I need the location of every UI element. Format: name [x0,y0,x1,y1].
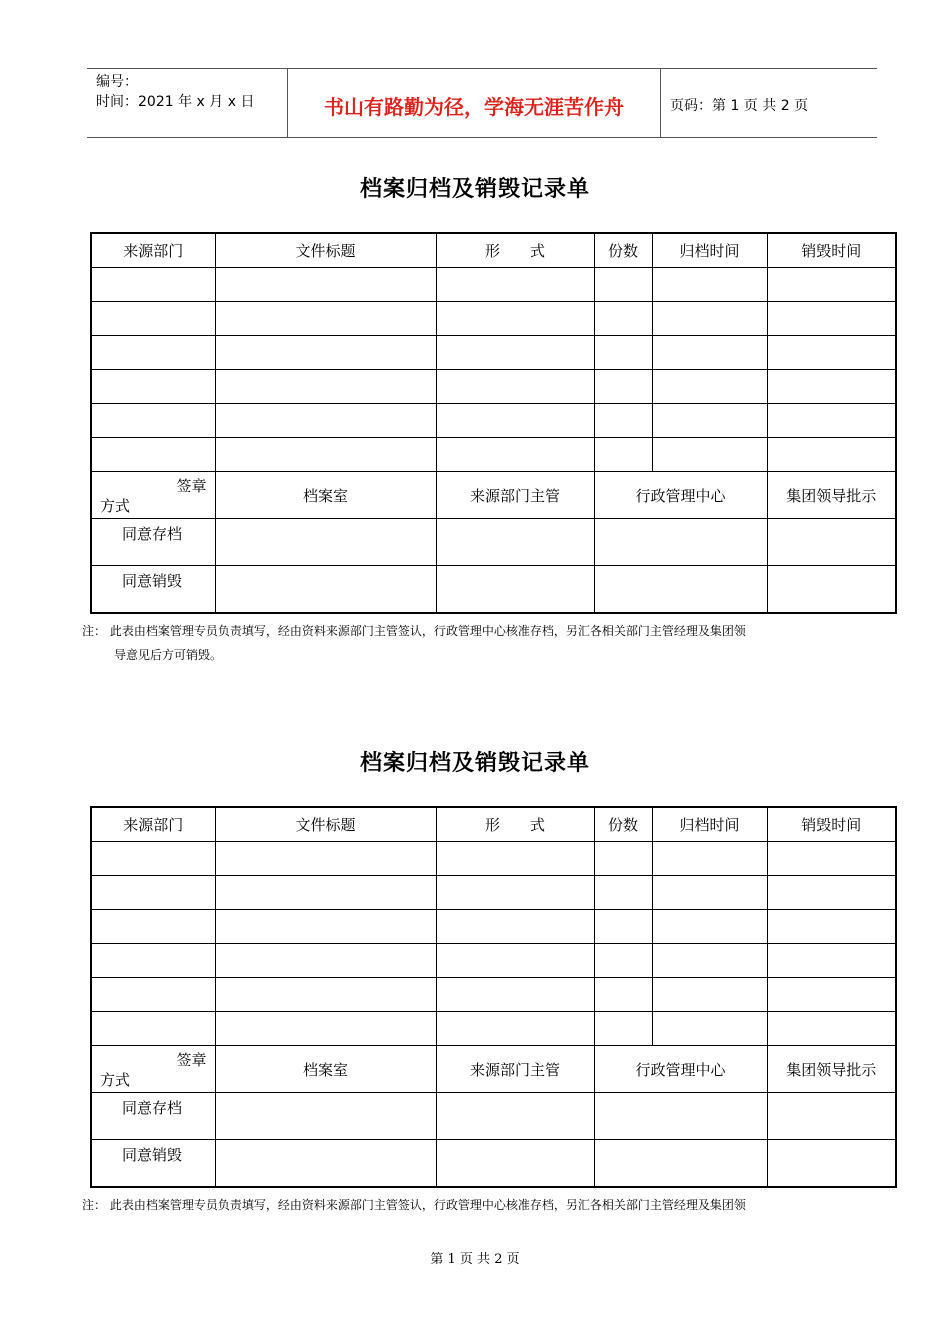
table-cell[interactable] [594,302,652,336]
table-cell[interactable] [91,336,215,370]
signature-cell[interactable] [436,1093,594,1140]
table-header-row [91,233,896,268]
table-row [91,842,896,876]
col-header: 来源部门 [91,807,215,842]
signature-cell[interactable] [594,519,767,566]
time-label: 时间：2021 年 x 月 x 日 [96,94,255,110]
signature-cell[interactable] [436,519,594,566]
table-cell[interactable] [594,978,652,1012]
page-footer: 第 1 页 共 2 页 [430,1252,520,1267]
table-cell[interactable] [652,404,767,438]
header-motto: 书山有路勤为径，学海无涯苦作舟 [287,69,661,137]
table-cell[interactable] [215,404,436,438]
table-cell[interactable] [652,944,767,978]
agree-destroy-row [91,1140,896,1188]
agree-destroy-label: 同意销毁 [91,1140,215,1188]
table-cell[interactable] [652,1012,767,1046]
table-cell[interactable] [91,876,215,910]
table-cell[interactable] [436,336,594,370]
record-table [90,806,897,1188]
table-cell[interactable] [767,370,896,404]
table-row [91,268,896,302]
table-cell[interactable] [767,404,896,438]
sign-label-bottom: 方式 [100,1071,131,1089]
table-cell[interactable] [767,1012,896,1046]
col-header: 来源部门 [91,233,215,268]
table-cell[interactable] [652,302,767,336]
note-line: 注： 此表由档案管理专员负责填写，经由资料来源部门主管签认，行政管理中心核准存档，另汇各相关部门主管经理及集团领 [82,1198,746,1212]
sign-col-header: 行政管理中心 [594,472,767,519]
table-cell[interactable] [436,438,594,472]
table-row [91,876,896,910]
table-cell[interactable] [436,842,594,876]
table-cell[interactable] [594,842,652,876]
sign-col-header: 档案室 [215,472,436,519]
form-title: 档案归档及销毁记录单 [359,751,590,776]
table-row [91,978,896,1012]
header-meta [87,69,287,137]
col-header: 文件标题 [215,807,436,842]
table-cell[interactable] [767,302,896,336]
sign-col-header: 行政管理中心 [594,1046,767,1093]
table-cell[interactable] [436,1012,594,1046]
table-cell[interactable] [91,370,215,404]
signature-cell[interactable] [436,1140,594,1188]
note-line: 注： 此表由档案管理专员负责填写，经由资料来源部门主管签认，行政管理中心核准存档，另汇各相关部门主管经理及集团领 [82,624,746,638]
table-cell[interactable] [652,370,767,404]
table-cell[interactable] [594,438,652,472]
signature-header-row [91,472,896,519]
table-cell[interactable] [436,978,594,1012]
table-cell[interactable] [436,404,594,438]
signature-cell[interactable] [215,1093,436,1140]
col-header: 销毁时间 [767,807,896,842]
table-cell[interactable] [215,336,436,370]
sign-label-top: 签章 [176,1051,207,1069]
col-header: 归档时间 [652,233,767,268]
table-cell[interactable] [436,944,594,978]
table-row [91,302,896,336]
table-header-row [91,807,896,842]
table-cell[interactable] [652,336,767,370]
table-cell[interactable] [594,1012,652,1046]
table-cell[interactable] [215,268,436,302]
table-cell[interactable] [767,438,896,472]
sign-col-header: 集团领导批示 [767,1046,896,1093]
sign-label-top: 签章 [176,477,207,495]
table-cell[interactable] [215,978,436,1012]
signature-cell[interactable] [215,566,436,614]
table-row [91,404,896,438]
table-row [91,336,896,370]
col-header: 销毁时间 [767,233,896,268]
agree-store-label: 同意存档 [91,519,215,566]
table-cell[interactable] [215,1012,436,1046]
table-cell[interactable] [767,876,896,910]
table-cell[interactable] [594,910,652,944]
signature-cell[interactable] [436,566,594,614]
col-header: 形 式 [436,807,594,842]
sign-col-header: 集团领导批示 [767,472,896,519]
sign-col-header: 来源部门主管 [436,1046,594,1093]
col-header: 份数 [594,233,652,268]
table-cell[interactable] [436,370,594,404]
table-cell[interactable] [436,302,594,336]
signature-cell[interactable] [594,1140,767,1188]
agree-store-label: 同意存档 [91,1093,215,1140]
table-cell[interactable] [594,336,652,370]
signature-cell[interactable] [767,1140,896,1188]
table-cell[interactable] [767,978,896,1012]
table-cell[interactable] [215,370,436,404]
agree-store-row [91,519,896,566]
table-cell[interactable] [215,876,436,910]
table-cell[interactable] [436,268,594,302]
table-cell[interactable] [215,842,436,876]
table-cell[interactable] [91,302,215,336]
col-header: 形 式 [436,233,594,268]
table-cell[interactable] [652,978,767,1012]
table-cell[interactable] [91,944,215,978]
signature-cell[interactable] [594,1093,767,1140]
signature-cell[interactable] [767,1093,896,1140]
signature-cell[interactable] [215,519,436,566]
sign-col-header: 来源部门主管 [436,472,594,519]
note-line: 导意见后方可销毁。 [114,648,223,662]
table-cell[interactable] [767,842,896,876]
table-cell[interactable] [91,404,215,438]
col-header: 归档时间 [652,807,767,842]
number-label: 编号： [96,74,138,90]
table-cell[interactable] [91,842,215,876]
table-cell[interactable] [594,268,652,302]
table-cell[interactable] [215,438,436,472]
agree-destroy-row [91,566,896,614]
agree-destroy-label: 同意销毁 [91,566,215,614]
table-cell[interactable] [652,910,767,944]
agree-store-row [91,1093,896,1140]
table-cell[interactable] [767,944,896,978]
table-row [91,1012,896,1046]
col-header: 份数 [594,807,652,842]
form-title: 档案归档及销毁记录单 [359,177,590,202]
table-cell[interactable] [767,910,896,944]
record-table [90,232,897,614]
sign-label-bottom: 方式 [100,497,131,515]
form-note [82,1193,892,1217]
table-cell[interactable] [91,1012,215,1046]
table-row [91,910,896,944]
table-cell[interactable] [91,268,215,302]
col-header: 文件标题 [215,233,436,268]
sign-col-header: 档案室 [215,1046,436,1093]
table-cell[interactable] [594,404,652,438]
page-header [87,68,877,138]
signature-method-cell [91,1046,215,1093]
signature-header-row [91,1046,896,1093]
signature-method-cell [91,472,215,519]
table-cell[interactable] [91,978,215,1012]
table-cell[interactable] [215,302,436,336]
table-row [91,944,896,978]
table-cell[interactable] [594,876,652,910]
table-cell[interactable] [652,268,767,302]
table-cell[interactable] [436,910,594,944]
form-note [82,619,892,667]
table-row [91,370,896,404]
table-cell[interactable] [215,910,436,944]
table-cell[interactable] [767,268,896,302]
table-cell[interactable] [652,438,767,472]
signature-cell[interactable] [215,1140,436,1188]
table-cell[interactable] [767,336,896,370]
table-row [91,438,896,472]
signature-cell[interactable] [594,566,767,614]
table-cell[interactable] [594,370,652,404]
header-page-label: 页码：第 1 页 共 2 页 [670,98,809,114]
table-cell[interactable] [436,876,594,910]
table-cell[interactable] [215,944,436,978]
table-cell[interactable] [652,876,767,910]
table-cell[interactable] [652,842,767,876]
table-cell[interactable] [91,910,215,944]
signature-cell[interactable] [767,519,896,566]
table-cell[interactable] [91,438,215,472]
table-cell[interactable] [594,944,652,978]
signature-cell[interactable] [767,566,896,614]
